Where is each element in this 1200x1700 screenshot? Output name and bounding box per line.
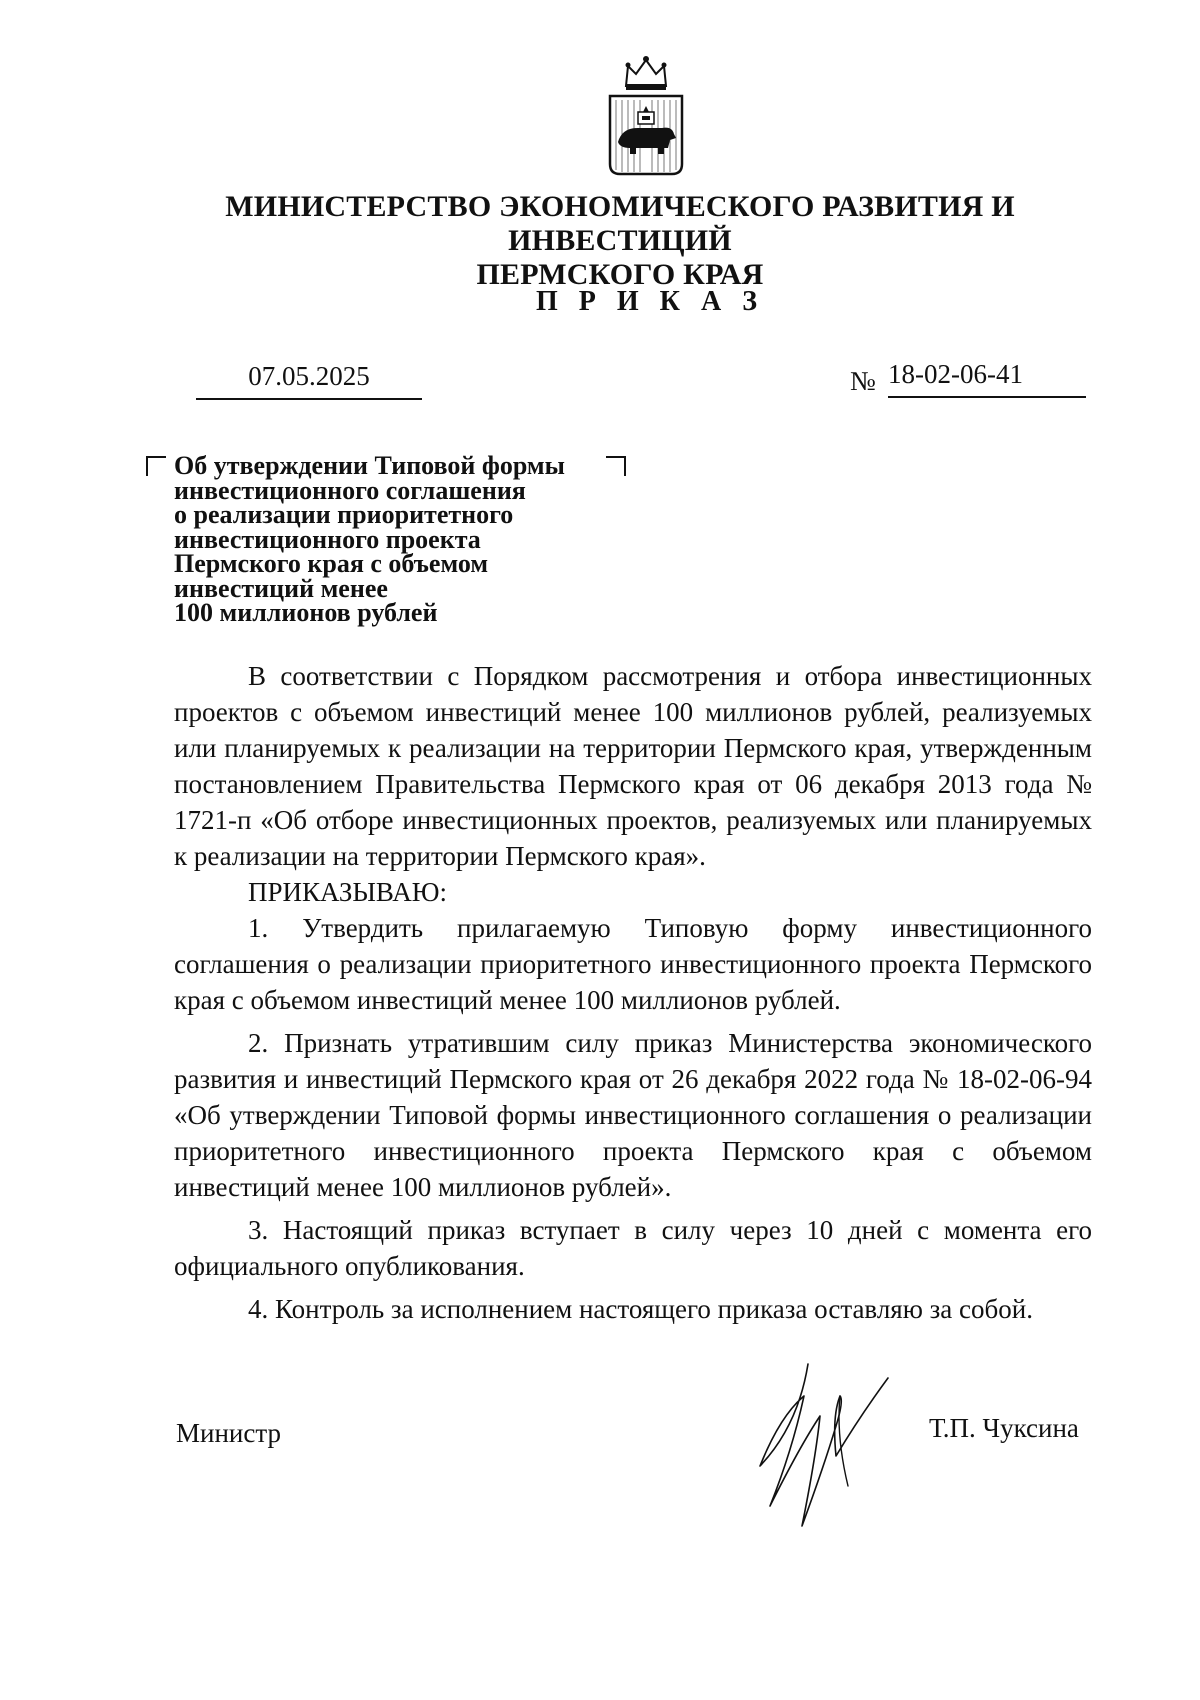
order-item-4: 4. Контроль за исполнением настоящего приказа оставляю за собой. <box>248 1294 1033 1324</box>
order-subject <box>174 451 634 627</box>
order-number: 18-02-06-41 <box>888 359 1086 398</box>
order-item-2: 2. Признать утратившим силу приказ Министерства экономического развития и инвестиций Пермского края от 26 декабря 2022 года № 18-02-06-94 «Об утверждении Типовой формы инвестиционного соглашения о реализации приоритетного инвестиционного проекта Пермского края с объемом инвестиций менее 100 миллионов рублей». <box>174 1028 1092 1202</box>
order-item-1: 1. Утвердить прилагаемую Типовую форму инвестиционного соглашения о реализации приоритетного инвестиционного проекта Пермского края с объемом инвестиций менее 100 миллионов рублей. <box>174 913 1092 1015</box>
document-type: П Р И К А З <box>536 286 764 317</box>
ministry-name <box>120 190 1120 292</box>
subject-line: инвестиционного соглашения <box>174 475 526 505</box>
subject-line: о реализации приоритетного <box>174 500 514 529</box>
perm-krai-coat-of-arms-icon <box>602 52 690 182</box>
order-body <box>174 658 1092 1327</box>
handwritten-signature-icon <box>740 1356 940 1536</box>
number-sign: № <box>850 366 876 396</box>
subject-line: инвестиционного проекта <box>174 524 481 554</box>
subject-bracket-left <box>146 456 166 476</box>
order-word: ПРИКАЗЫВАЮ: <box>248 877 447 907</box>
order-date: 07.05.2025 <box>196 361 422 400</box>
ministry-line-2: ПЕРМСКОГО КРАЯ <box>476 258 764 291</box>
signatory-role: Министр <box>176 1418 281 1448</box>
subject-line: 100 миллионов рублей <box>174 598 438 627</box>
preamble-paragraph: В соответствии с Порядком рассмотрения и отбора инвестиционных проектов с объемом инвестиций менее 100 миллионов рублей, реализуемых или планируемых к реализации на территории Пермского края, утвержденным постановлением Правительства Пермского края от 06 декабря 2013 года № 1721-п «Об отборе инвестиционных проектов, реализуемых или планируемых к реализации на территории Пермского края». <box>174 661 1092 871</box>
subject-line: инвестиций менее <box>174 573 388 603</box>
ministry-line-1: МИНИСТЕРСТВО ЭКОНОМИЧЕСКОГО РАЗВИТИЯ И ИНВЕСТИЦИЙ <box>225 190 1015 257</box>
subject-line: Об утверждении Типовой формы <box>174 451 565 480</box>
order-item-3: 3. Настоящий приказ вступает в силу через 10 дней с момента его официального опубликования. <box>174 1215 1092 1281</box>
signatory-name: Т.П. Чуксина <box>929 1413 1079 1443</box>
subject-line: Пермского края с объемом <box>174 549 489 578</box>
